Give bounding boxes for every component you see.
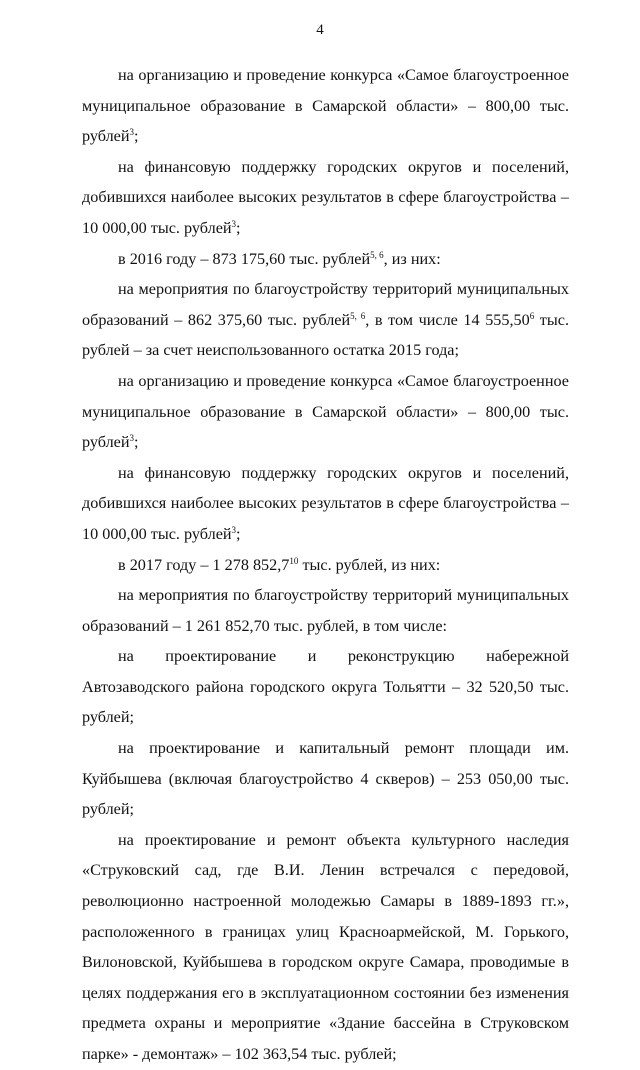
paragraph-improvement-2017: на мероприятия по благоустройству территорий муниципальных образований – 1 261 852,70 тыс. рублей, в том числе: bbox=[82, 586, 569, 635]
paragraph-improvement-2016: на мероприятия по благоустройству территорий муниципальных образований – 862 375,60 тыс. рублей$^{5, 6}$, в том числе 14 555,50$^6$ тыс. рублей – за счет неиспользованного остатка 2015 года; bbox=[82, 280, 569, 360]
footnote-ref: 6 bbox=[529, 310, 535, 321]
paragraph-year-2017: в 2017 году – 1 278 852,7$^{10}$ тыс. рублей, из них: bbox=[118, 555, 441, 574]
paragraph-support-2016: на финансовую поддержку городских округов и поселений, добившихся наиболее высоких результатов в сфере благоустройства – 10 000,00 тыс. рублей$^3$; bbox=[82, 463, 569, 543]
paragraph-embankment-tolyatti: на проектирование и реконструкцию набережной Автозаводского района городского округа Тольятти – 32 520,50 тыс. рублей; bbox=[82, 647, 569, 727]
page-number: 4 bbox=[316, 22, 324, 38]
paragraph-kuibyshev-square: на проектирование и капитальный ремонт площади им. Куйбышева (включая благоустройство 4 скверов) – 253 050,00 тыс. рублей; bbox=[82, 739, 569, 819]
document-body bbox=[82, 60, 569, 1070]
footnote-ref: 3 bbox=[129, 433, 135, 444]
paragraph-strukovsky-garden: на проектирование и ремонт объекта культурного наследия «Струковский сад, где В.И. Ленин встречался с передовой, революционно настроенной молодежью Самары в 1889-1893 гг.», расположенного в границах улиц Красноармейской, М. Горького, Вилоновской, Куйбышева в городском округе Самара, проводимые в целях поддержания его в эксплуатационном состоянии без изменения предмета охраны и мероприятие «Здание бассейна в Струковском парке» - демонтаж» – 102 363,54 тыс. рублей; bbox=[82, 830, 569, 1063]
footnote-ref: 5, 6 bbox=[350, 310, 366, 321]
paragraph-year-2016: в 2016 году – 873 175,60 тыс. рублей$^{5, 6}$, из них: bbox=[118, 249, 441, 268]
footnote-ref: 10 bbox=[289, 555, 299, 566]
paragraph-support-2015: на финансовую поддержку городских округов и поселений, добившихся наиболее высоких результатов в сфере благоустройства – 10 000,00 тыс. рублей$^3$; bbox=[82, 157, 569, 237]
paragraph-contest-2016: на организацию и проведение конкурса «Самое благоустроенное муниципальное образование в Самарской области» – 800,00 тыс. рублей$^3$; bbox=[82, 371, 569, 452]
footnote-ref: 5, 6 bbox=[370, 249, 384, 260]
footnote-ref: 3 bbox=[231, 218, 237, 229]
footnote-ref: 3 bbox=[231, 524, 237, 535]
footnote-ref: 3 bbox=[129, 127, 135, 138]
paragraph-contest-2015: на организацию и проведение конкурса «Самое благоустроенное муниципальное образование в Самарской области» – 800,00 тыс. рублей$^3$; bbox=[82, 66, 569, 146]
